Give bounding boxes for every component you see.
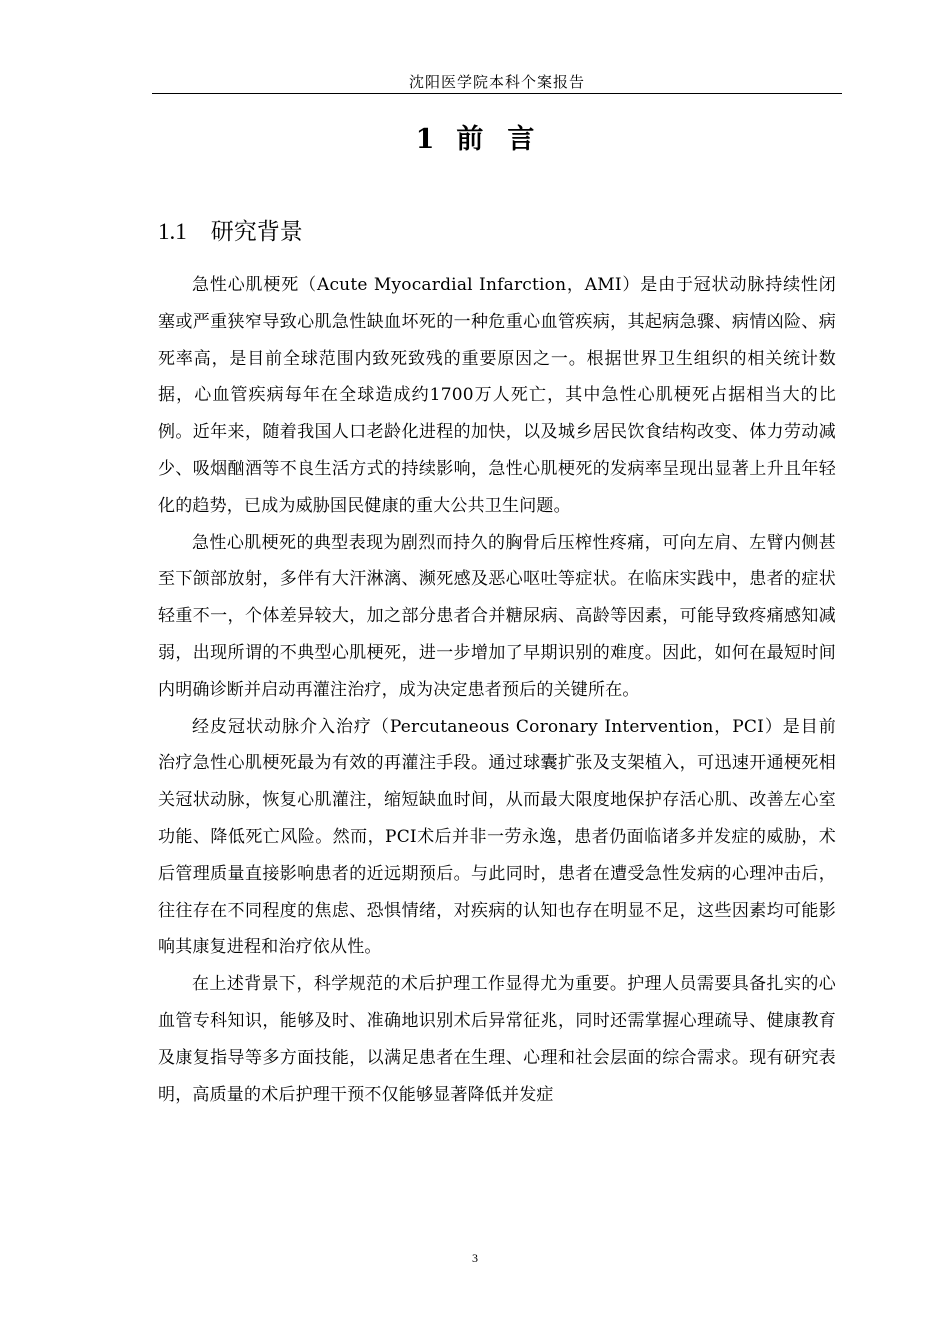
- paragraph: 急性心肌梗死的典型表现为剧烈而持久的胸骨后压榨性疼痛，可向左肩、左臂内侧甚至下颌部放射，多伴有大汗淋漓、濒死感及恶心呕吐等症状。在临床实践中，患者的症状轻重不一，个体差异较大，加之部分患者合并糖尿病、高龄等因素，可能导致疼痛感知减弱，出现所谓的不典型心肌梗死，进一步增加了早期识别的难度。因此，如何在最短时间内明确诊断并启动再灌注治疗，成为决定患者预后的关键所在。: [158, 532, 836, 700]
- header-rule: [152, 93, 842, 94]
- running-header: 沈阳医学院本科个案报告: [408, 73, 585, 91]
- chapter-number: 1: [415, 124, 435, 155]
- paragraph: 急性心肌梗死（Acute Myocardial Infarction，AMI）是由于冠状动脉持续性闭塞或严重狭窄导致心肌急性缺血坏死的一种危重心血管疾病，其起病急骤、病情凶险、病死率高，是目前全球范围内致死致残的重要原因之一。根据世界卫生组织的相关统计数据，心血管疾病每年在全球造成约1700万人死亡，其中急性心肌梗死占据相当大的比例。近年来，随着我国人口老龄化进程的加快，以及城乡居民饮食结构改变、体力劳动减少、吸烟酗酒等不良生活方式的持续影响，急性心肌梗死的发病率呈现出显著上升且年轻化的趋势，已成为威胁国民健康的重大公共卫生问题。: [158, 275, 836, 516]
- section-title: 研究背景: [210, 219, 303, 245]
- section-heading: [158, 215, 303, 249]
- page-number: 3: [472, 1251, 478, 1265]
- section-number: 1.1: [158, 219, 187, 244]
- paragraph: 经皮冠状动脉介入治疗（Percutaneous Coronary Intervention，PCI）是目前治疗急性心肌梗死最为有效的再灌注手段。通过球囊扩张及支架植入，可迅速开通梗死相关冠状动脉，恢复心肌灌注，缩短缺血时间，从而最大限度地保护存活心肌、改善左心室功能、降低死亡风险。然而，PCI术后并非一劳永逸，患者仍面临诸多并发症的威胁，术后管理质量直接影响患者的近远期预后。与此同时，患者在遭受急性发病的心理冲击后，往往存在不同程度的焦虑、恐惧情绪，对疾病的认知也存在明显不足，这些因素均可能影响其康复进程和治疗依从性。: [158, 716, 836, 958]
- body-text: [158, 267, 836, 1113]
- chapter-title: [0, 120, 950, 160]
- paragraph: 在上述背景下，科学规范的术后护理工作显得尤为重要。护理人员需要具备扎实的心血管专科知识，能够及时、准确地识别术后异常征兆，同时还需掌握心理疏导、健康教育及康复指导等多方面技能，以满足患者在生理、心理和社会层面的综合需求。现有研究表明，高质量的术后护理干预不仅能够显著降低并发症: [158, 974, 836, 1105]
- chapter-name: 前言: [456, 124, 559, 155]
